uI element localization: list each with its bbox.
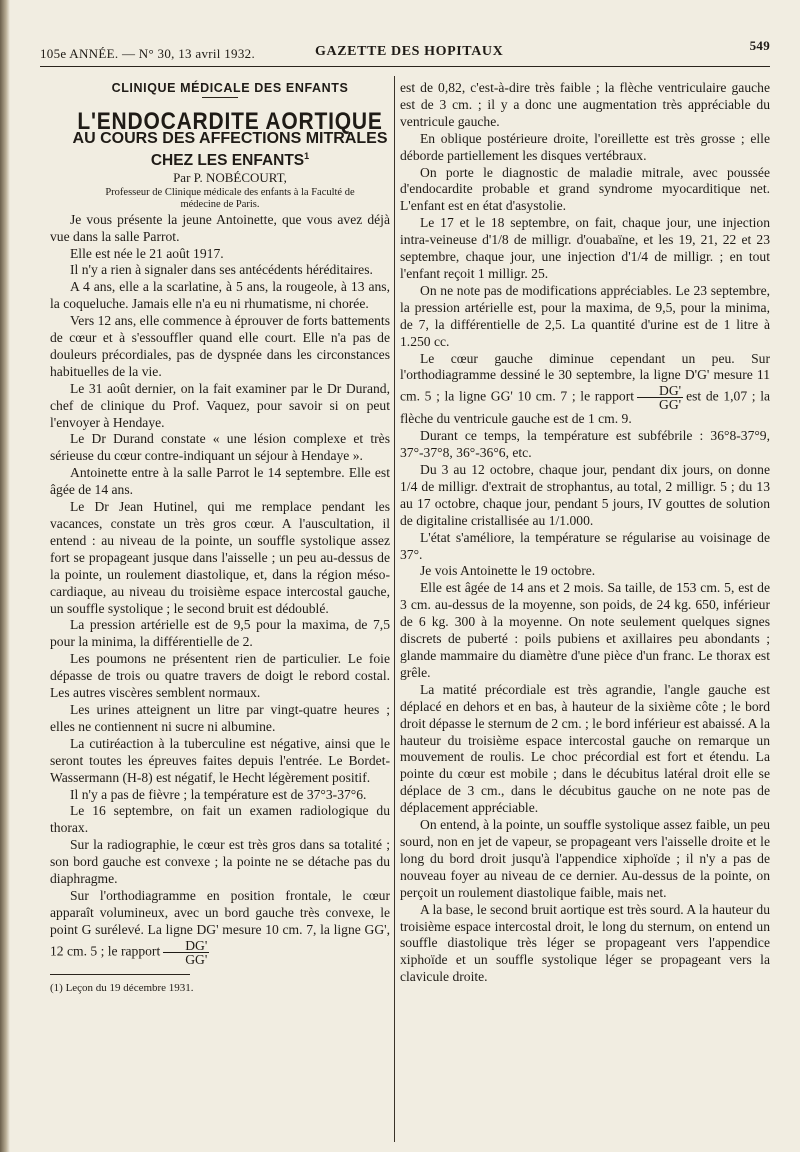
paragraph-text: Sur l'orthodiagramme en position frontale, le cœur apparaît volumineux, avec un bord gauche très convexe, le point G surélevé. La ligne DG' mesure 10 cm. 7, la ligne GG', 12 cm. 5 ; le rapport	[50, 887, 390, 959]
right-body-b	[400, 428, 770, 986]
paragraph: Vers 12 ans, elle commence à éprouver de forts battements de cœur et à s'essouffler quand elle court. Elle n'a pas de douleurs précordiales, pas de dyspnée dans les circonstances habituelles de la vie.	[50, 313, 390, 379]
subtitle-text: CHEZ LES ENFANTS	[150, 151, 305, 169]
paragraph: La cutiréaction à la tuberculine est négative, ainsi que le seront toutes les épreuves faites depuis l'entrée. Le Bordet-Wassermann (H-8) est négatif, le Hecht légèrement positif.	[50, 735, 390, 785]
paragraph: Sur la radiographie, le cœur est très gros dans sa totalité ; son bord gauche est convexe ; la pointe ne se détache pas du diaphragme.	[50, 837, 390, 887]
paragraph: Elle est née le 21 août 1917.	[70, 245, 224, 261]
paragraph-ratio-2	[400, 351, 770, 429]
paragraph: Le 16 septembre, on fait un examen radiologique du thorax.	[50, 803, 390, 836]
footnote: (1) Leçon du 19 décembre 1931.	[50, 981, 194, 994]
column-divider	[394, 76, 395, 1142]
paragraph: Il n'y a rien à signaler dans ses antécédents héréditaires.	[70, 262, 373, 278]
paragraph: A 4 ans, elle a la scarlatine, à 5 ans, la rougeole, à 13 ans, la coqueluche. Jamais elle n'a eu ni rhumatisme, ni chorée.	[50, 279, 390, 312]
paragraph: Il n'y a pas de fièvre ; la température est de 37°3-37°6.	[70, 786, 367, 802]
fraction-denominator: GG'	[659, 397, 682, 413]
ratio-fraction	[163, 939, 209, 966]
right-body-a	[400, 131, 770, 351]
paragraph: Je vois Antoinette le 19 octobre.	[420, 563, 596, 579]
paragraph-text: est de 1,07 ; la flèche du ventricule gauche est de 1 cm. 9.	[400, 388, 771, 427]
issue-info: 105e ANNÉE. — N° 30, 13 avril 1932.	[40, 46, 256, 61]
paragraph: La pression artérielle est de 9,5 pour la maxima, de 7,5 pour la minima, la différentielle de 2.	[50, 617, 390, 650]
paragraph: On entend, à la pointe, un souffle systolique assez faible, un peu sourd, non en jet de vapeur, se propageant vers l'aisselle droite et le long du bord droit jusqu'à l'appendice xiphoïde ; il n'y a pas de nouveau foyer au niveau de ce dernier. Au-dessus de la pointe, on perçoit un roulement diastolique faible, mais net.	[400, 817, 770, 900]
paragraph: Les urines atteignent un litre par vingt-quatre heures ; elles ne contiennent ni sucre ni albumine.	[50, 701, 390, 734]
page-spine-shadow	[0, 0, 10, 1152]
footnote-mark: 1	[304, 150, 310, 161]
paragraph: Du 3 au 12 octobre, chaque jour, pendant dix jours, on donne 1/4 de milligr. d'extrait de strophantus, au total, 2 milligr. 5 ; du 13 au 17 octobre, chaque jour, pendant 5 jours, IV gouttes de solution de digitaline cristallisée au 1/1.000.	[400, 462, 770, 528]
right-column	[400, 80, 770, 986]
article-subtitle-2	[50, 148, 390, 170]
paragraph: Le Dr Jean Hutinel, qui me remplace pendant les vacances, constate un très gros cœur. A l'auscultation, il entend : au niveau de la pointe, un souffle systolique assez fort se propageant jusque dans l'aisselle ; un peu au-dessus de la pointe, un roulement diastolique, et, dans la région méso-cardiaque, au niveau du troisième espace intercostal gauche, un souffle systolique ; le second bruit est dédoublé.	[50, 499, 390, 616]
paragraph: En oblique postérieure droite, l'oreillette est très grosse ; elle déborde partiellement les disques vertébraux.	[400, 130, 770, 163]
footnote-rule	[50, 974, 190, 975]
paragraph: Antoinette entre à la salle Parrot le 14 septembre. Elle est âgée de 14 ans.	[50, 465, 390, 498]
article-title: L'ENDOCARDITE AORTIQUE	[77, 108, 383, 135]
paragraph: A la base, le second bruit aortique est très sourd. A la hauteur du troisième espace intercostal droit, le long du sternum, on entend un souffle diastolique très léger se propageant vers l'appendice xiphoïde et un souffle systolique léger se propageant vers la clavicule droite.	[400, 901, 770, 985]
paragraph-continued: est de 0,82, c'est-à-dire très faible ; la flèche ventriculaire gauche est de 3 cm. ; il y a donc une augmentation très appréciable du ventricule gauche.	[400, 80, 770, 129]
paragraph: Les poumons ne présentent rien de particulier. Le foie dépasse de trois ou quatre travers de doigt le rebord costal. Les autres viscères semblent normaux.	[50, 651, 390, 701]
paragraph: L'état s'améliore, la température se régularise au voisinage de 37°.	[400, 529, 770, 562]
article-subtitle-1: AU COURS DES AFFECTIONS MITRALES	[72, 129, 388, 147]
paragraph: Le Dr Durand constate « une lésion complexe et très sérieuse du cœur contre-indiquant un séjour à Hendaye ».	[50, 431, 390, 464]
paragraph-ratio	[50, 888, 390, 966]
paragraph: Je vous présente la jeune Antoinette, que vous avez déjà vue dans la salle Parrot.	[50, 211, 390, 244]
author-affiliation: Professeur de Clinique médicale des enfants à la Faculté de médecine de Paris.	[105, 186, 355, 211]
left-column	[50, 80, 390, 995]
running-header	[40, 38, 770, 67]
paragraph: Durant ce temps, la température est subfébrile : 36°8-37°9, 37°-37°8, 36°-36°6, etc.	[400, 428, 770, 461]
author: Par P. NOBÉCOURT,	[173, 169, 287, 185]
paragraph: Le 17 et le 18 septembre, on fait, chaque jour, une injection intra-veineuse d'1/8 de milligr. d'ouabaïne, et les 19, 21, 22 et 23 septembre, chaque jour, une injection d'1/4 de milligr. ; en tout l'enfant reçoit 1 milligr. 25.	[400, 215, 770, 281]
paragraph: La matité précordiale est très agrandie, l'angle gauche est déplacé en dehors et en bas, à hauteur de la sixième côte ; le bord droit dépasse le sternum de 2 cm. ; le bord inférieur est abaissé. A la hauteur du troisième espace intercostal gauche on remarque un mouvement de roulis. Le choc précordial est fort et étendu. La pointe du cœur est mobile ; dans le décubitus latéral droit elle se déplace de 3 cm., dans le décubitus gauche on ne note pas de déplacement appréciable.	[400, 681, 770, 816]
section-rule	[202, 97, 238, 98]
paragraph: On porte le diagnostic de maladie mitrale, avec poussée d'endocardite probable et grand syndrome myocarditique net. L'enfant est en état d'asystolie.	[400, 164, 770, 214]
page-number: 549	[749, 38, 770, 53]
paragraph: Le 31 août dernier, on la fait examiner par le Dr Durand, chef de clinique du Prof. Vaquez, pour savoir si on peut l'envoyer à Hendaye.	[50, 380, 390, 430]
paragraph: Elle est âgée de 14 ans et 2 mois. Sa taille, de 153 cm. 5, est de 3 cm. au-dessus de la moyenne, son poids, de 24 kg. 650, inférieur de 6 kg. 300 à la moyenne. On note seulement quelques signes discrets de puberté : poils pubiens et axillaires peu abondants ; glande mammaire du diamètre d'une pièce d'un franc. Le thorax est grêle.	[400, 580, 770, 680]
fraction-numerator: DG'	[637, 384, 683, 398]
fraction-numerator: DG'	[163, 939, 209, 953]
fraction-denominator: GG'	[185, 951, 208, 967]
ratio-fraction	[637, 384, 683, 411]
journal-name: GAZETTE DES HOPITAUX	[315, 44, 504, 59]
paragraph: On ne note pas de modifications appréciables. Le 23 septembre, la pression artérielle est, pour la maxima, de 9,5, pour la minima, de 7, la différentielle de 2,5. La quantité d'urine est de 1 litre à 1.250 cc.	[400, 282, 770, 349]
paragraph-text: Le cœur gauche diminue cependant un peu. Sur l'orthodiagramme dessiné le 30 septembre, la ligne D'G' mesure 11 cm. 5 ; la ligne GG' 10 cm. 7 ; le rapport	[400, 350, 770, 404]
section-heading: CLINIQUE MÉDICALE DES ENFANTS	[111, 81, 349, 95]
left-body	[50, 212, 390, 888]
